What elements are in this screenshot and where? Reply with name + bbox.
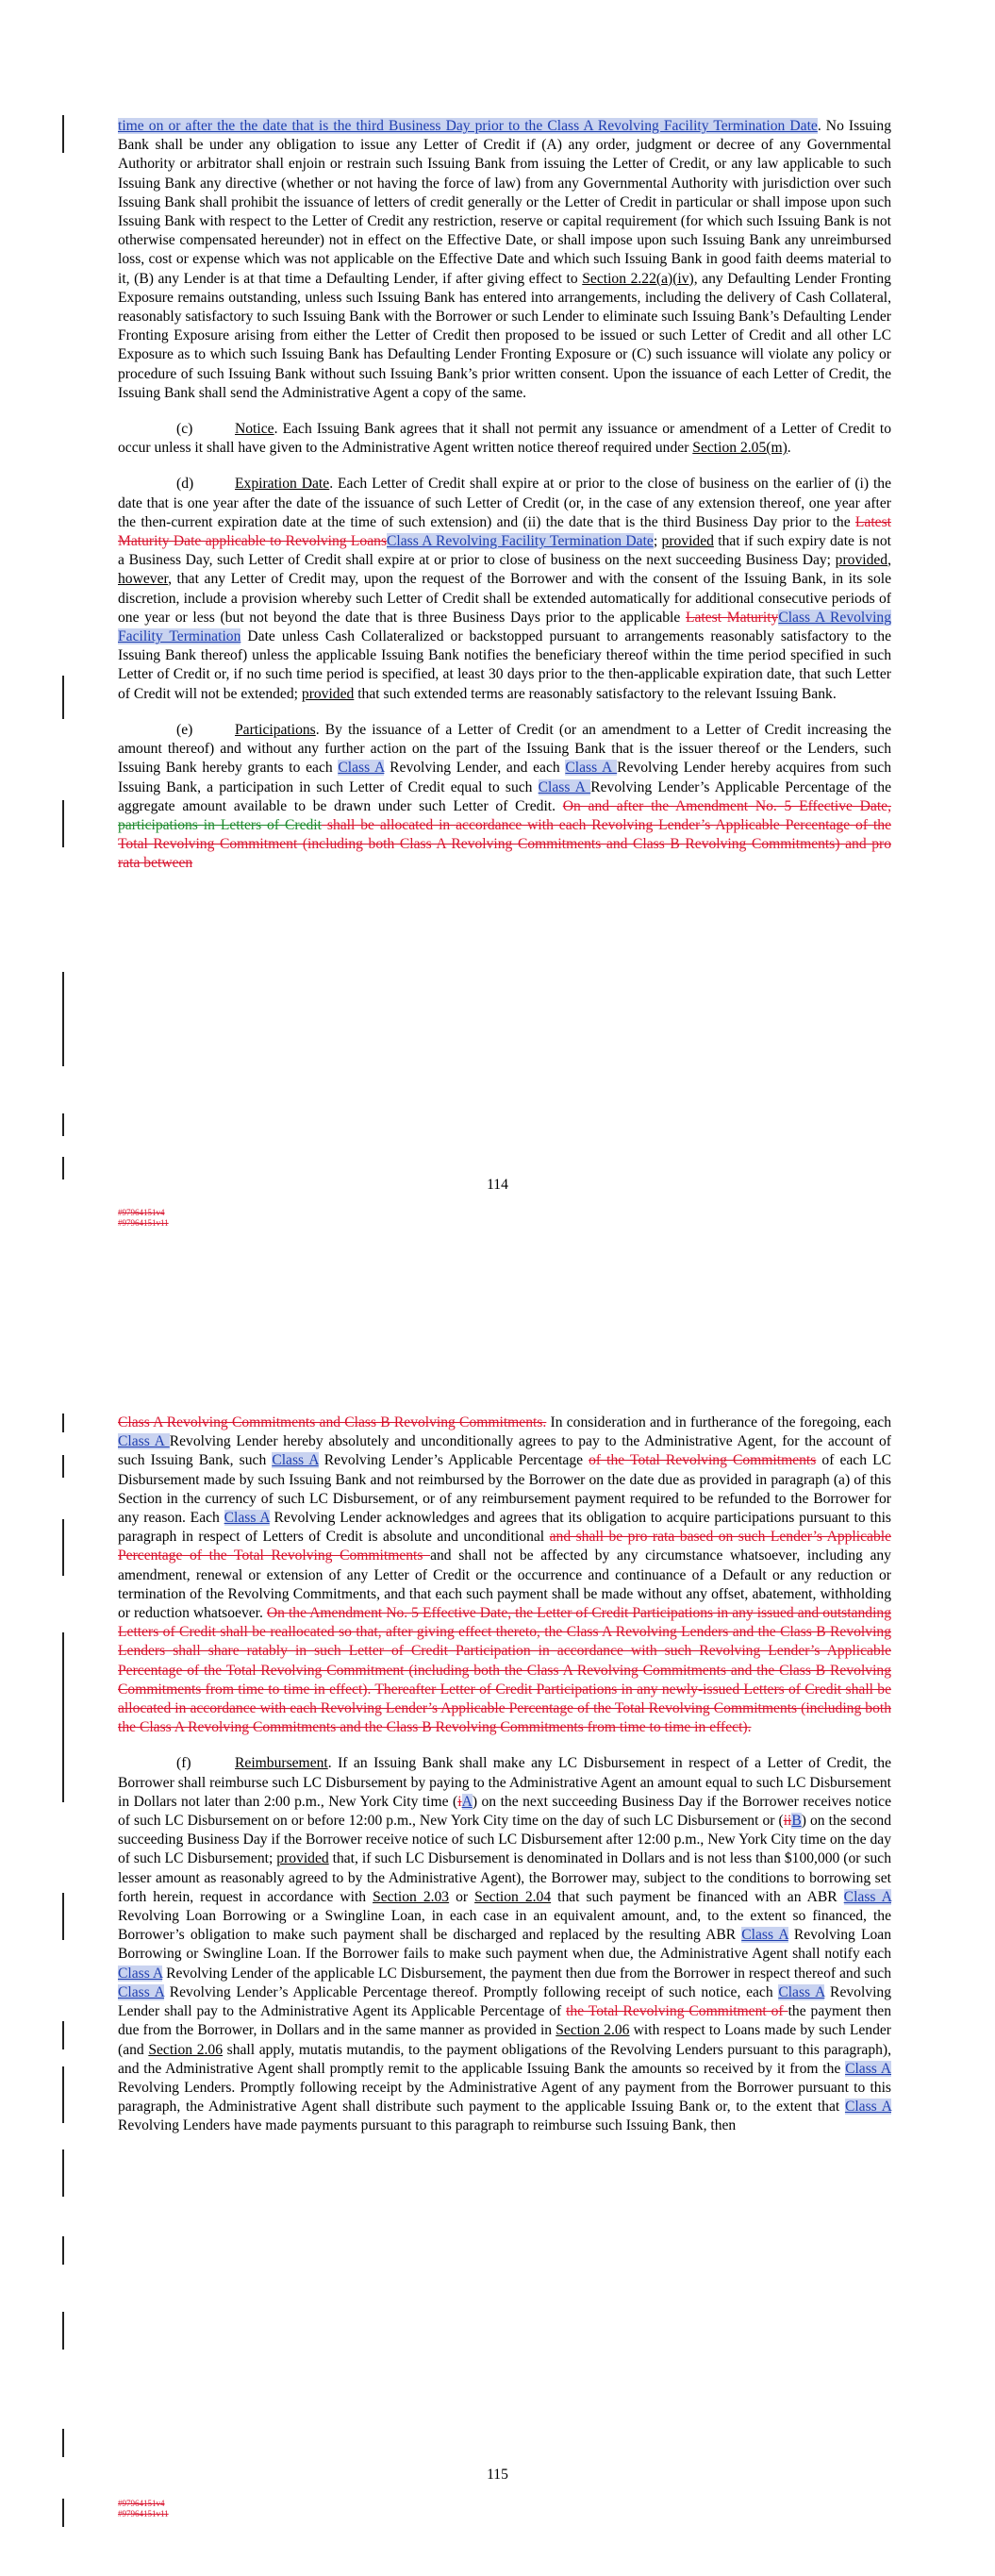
change-bar [62,2149,64,2197]
body-text: . Each Letter of Credit shall expire at or prior to the close of business on the earlier of (i) the date that is one year after the date of the issuance of such Letter of Credit (or, in the case of any extension thereof, one year after the then-current expiration date at the time of such extension) and (ii) the date that is the third Business Day prior to the [118,476,891,530]
change-bar [62,1519,64,1576]
paragraph-number: (d) [176,476,194,493]
change-bar [62,2066,64,2123]
change-bar [62,1893,64,1940]
inserted-text: Class A Revolving Facility Termination Date [387,533,654,550]
body-text: Revolving Lender shall pay to the Administrative Agent its Applicable Percentage of [118,1983,892,2020]
change-bar [62,2499,64,2527]
deleted-text: Latest Maturity [685,609,779,626]
body-text: . No Issuing Bank shall be under any obligation to issue any Letter of Credit if (A) any order, judgment or decree of any Governmental Authority or arbitrator shall enjoin or restrain such Issuing Bank from issuing the Letter of Credit, or any law applicable to such Issuing Bank any directive (whether or not having the force of law) from any Governmental Authority with jurisdiction over such Issuing Bank shall prohibit the issuance of letters of credit generally or the Letter of Credit in particular or shall impose upon such Issuing Bank with respect to the Letter of Credit any restriction, reserve or capital requirement (for which such Issuing Bank is not otherwise compensated hereunder) not in effect on the Effective Date, or shall impose upon such Issuing Bank any unreimbursed loss, cost or expense which was not applicable on the Effective Date and which such Issuing Bank in good faith deems material to it, (B) any Lender is at that time a Defaulting Lender, if after giving effect to [118,118,891,287]
page-number: 114 [487,1177,508,1193]
deleted-text: On and after the Amendment No. 5 Effective Date, [562,797,891,814]
inserted-text: Class A Revolving Facility Termination [118,609,891,645]
inserted-text: Class A [565,760,618,777]
body-text: Revolving Lender hereby absolutely and unconditionally agrees to pay to the Administrative Agent, for the account of such Issuing Bank, such [118,1433,891,1469]
inserted-text: Class A [778,1983,825,2000]
paragraph-b-continued [118,117,891,403]
page-number: 115 [487,2467,508,2483]
body-text: Revolving Lenders. Promptly following receipt by the Administrative Agent of any payment from the Borrower pursuant to this paragraph, the Administrative Agent shall distribute such payment to the applicable Issuing Bank or, to the extent that [118,2079,891,2116]
change-bar [62,972,64,1066]
inserted-text: time on or after the the date that is the third Business Day prior to the Class A Revolving Facility Termination Date [118,118,818,134]
document-id-old: #97964151v4 [118,2499,165,2508]
change-bar [62,2429,64,2457]
deleted-text: i [457,1793,462,1810]
body-text: of each LC Disbursement made by such Issuing Bank and not reimbursed by the Borrower on the date due as provided in paragraph (a) of this Section in the currency of such LC Disbursement, or of any reimbursement payment required to be refunded to the Borrower for any reason. Each [118,1452,892,1527]
change-bar [62,2236,64,2265]
inserted-text: Class A [844,2099,891,2116]
paragraph-heading: Notice [235,421,274,438]
paragraph-number: (c) [176,421,193,438]
document-id-new: #97964151v11 [118,2509,169,2518]
body-text: Revolving Lender, and each [384,760,566,777]
body-text: ; [653,533,662,550]
body-text: or [449,1888,475,1905]
section-reference: Section 2.06 [148,2041,224,2058]
document-id-new: #97964151v11 [118,1218,169,1228]
inserted-text: Class A [741,1927,788,1944]
moved-text: participations in Letters of Credit [118,816,322,833]
inserted-text: B [791,1813,802,1830]
body-text: that if such expiry date is not a Business Day, such Letter of Credit shall expire at or prior to close of business on the next succeeding Business Day; [118,533,891,569]
inserted-text: Class A [538,778,591,795]
paragraph-f-reimbursement [118,1754,891,2135]
body-text: Revolving Lender hereby acquires from such Issuing Bank, a participation in such Letter of Credit equal to such [118,760,892,795]
body-text: Revolving Lender’s Applicable Percentage of the aggregate amount available to be drawn under such Letter of Credit. [118,778,891,814]
paragraph-number: (e) [176,721,193,738]
body-text: Date unless Cash Collateralized or backstopped pursuant to arrangements reasonably satisfactory to the Issuing Bank thereof) unless the applicable Issuing Bank notifies the beneficiary thereof within the time period specified in such Letter of Credit or, if no such time period is specified, at least 30 days prior to the then-applicable expiration date, that such Letter of Credit will not be extended; [118,628,892,702]
change-bar [62,115,64,153]
section-reference: Section 2.22(a)(iv) [582,270,694,287]
body-text: ) on the next succeeding Business Day if the Borrower receives notice of such LC Disbursement on or before 12:00 p.m., New York City time on the day of such LC Disbursement or ( [118,1793,891,1830]
body-text: , that any Letter of Credit may, upon the request of the Borrower and with the consent of the Issuing Bank, in its sole discretion, include a provision whereby such Letter of Credit shall be extended automatically for additional consecutive periods of one year or less (but not beyond the date that is three Business Days prior to the applicable [118,571,891,626]
body-text: , any Defaulting Lender Fronting Exposure remains outstanding, unless such Issuing Bank has entered into arrangements, including the delivery of Cash Collateral, reasonably satisfactory to such Issuing Bank with the Borrower or such Lender to eliminate such Issuing Bank’s Defaulting Lender Fronting Exposure arising from either the Letter of Credit then proposed to be issued or such Letter of Credit and all other LC Exposure as to which such Issuing Bank has Defaulting Lender Fronting Exposure or (C) such issuance will violate any policy or procedure of such Issuing Bank without such Issuing Bank’s prior written consent. Upon the issuance of each Letter of Credit, the Issuing Bank shall send the Administrative Agent a copy of the same. [118,270,891,401]
body-text: with respect to Loans made by such Lender (and [118,2022,891,2058]
inserted-text: A [461,1793,473,1810]
body-text: Revolving Lender’s Applicable Percentage thereof. Promptly following receipt of such notice, each [164,1983,779,2000]
document-page-115 [0,1349,995,2576]
paragraph-e-continued [118,1413,891,1737]
change-bar [62,676,64,719]
body-text: that such extended terms are reasonably satisfactory to the relevant Issuing Bank. [354,685,837,702]
deleted-text: and shall be pro rata based on such Lender’s Applicable Percentage of the Total Revolving Commitments [118,1529,891,1564]
inserted-text: Class A [118,1965,163,1982]
paragraph-d-expiration-date [118,475,891,703]
body-text: In consideration and in furtherance of the foregoing, each [546,1414,891,1430]
document-id-footer [118,2499,169,2519]
body-text: Revolving Loan Borrowing or Swingline Loan. If the Borrower fails to make such payment when due, the Administrative Agent shall notify each [118,1927,892,1963]
change-bar [62,1413,64,1432]
paragraph-heading: Participations [235,721,316,738]
body-text: . Each Issuing Bank agrees that it shall not permit any issuance or amendment of a Letter of Credit to occur unless it shall have given to the Administrative Agent written notice thereof required under [118,421,891,457]
deleted-text: Latest Maturity Date applicable to Revolving Loans [118,513,891,550]
section-reference: Section 2.03 [373,1888,450,1905]
body-text: shall apply, mutatis mutandis, to the payment obligations of the Revolving Lenders pursuant to this paragraph), and the Administrative Agent shall promptly remit to the applicable Issuing Bank the amounts so received by it from the [118,2041,892,2077]
document-id-old: #97964151v4 [118,1208,165,1217]
defined-term: provided [661,533,714,550]
defined-term: however [118,571,169,588]
defined-term: provided [301,685,355,702]
inserted-text: Class A [843,1888,891,1905]
inserted-text: Class A [272,1452,319,1469]
paragraph-number: (f) [176,1755,191,1772]
deleted-text: ii [783,1813,792,1830]
deleted-text: the Total Revolving Commitment of [566,2003,788,2020]
change-bar [62,800,64,847]
inserted-text: Class A [338,760,385,777]
change-bar [62,1113,64,1136]
section-reference: Section 2.06 [556,2022,630,2039]
page-115-body [118,1413,891,2153]
body-text: Revolving Lender of the applicable LC Disbursement, the payment then due from the Borrower in respect thereof and such [162,1965,892,1982]
change-bar [62,2312,64,2350]
defined-term: provided [835,552,888,569]
deleted-text: shall be allocated in accordance with each Revolving Lender’s Applicable Percentage of the Total Revolving Commitment (including both Class A Revolving Commitments and Class B Revolving Commitments) and pro rata between [118,816,891,872]
body-text: Revolving Loan Borrowing or a Swingline Loan, in each case in an equivalent amount, and, to the extent so financed, the Borrower’s obligation to make such payment shall be discharged and replaced by the resulting ABR [118,1908,891,1944]
body-text: that such payment be financed with an ABR [551,1888,844,1905]
change-bar [62,2021,64,2049]
body-text: , [887,552,891,569]
paragraph-e-participations [118,721,891,874]
paragraph-c-notice [118,420,891,458]
document-id-footer [118,1208,169,1229]
body-text: Revolving Lender’s Applicable Percentage [318,1452,589,1469]
section-reference: Section 2.04 [474,1888,552,1905]
paragraph-heading: Expiration Date [235,476,330,493]
body-text: ) on the second succeeding Business Day if the Borrower receive notice of such LC Disbursement after 12:00 p.m., New York City time on the day of such LC Disbursement; [118,1813,891,1867]
section-reference: Section 2.05(m) [692,440,788,457]
change-bar [62,1632,64,1802]
body-text: that, if such LC Disbursement is denominated in Dollars and is not less than $100,000 (or such lesser amount as reasonably agreed to by the Administrative Agent), the Borrower may, subject to the conditions to borrowing set forth herein, request in accordance with [118,1850,892,1905]
body-text: . [787,440,791,457]
deleted-text: Class A Revolving Commitments and Class B Revolving Commitments. [118,1414,547,1430]
inserted-text: Class A [118,1983,165,2000]
inserted-text: Class A [224,1510,270,1527]
inserted-text: Class A [118,1433,170,1450]
body-text: Revolving Lenders have made payments pursuant to this paragraph to reimburse such Issuing Bank, then [118,2117,737,2134]
body-text: the payment then due from the Borrower, in Dollars and in the same manner as provided in [118,2003,892,2039]
body-text: . By the issuance of a Letter of Credit (or an amendment to a Letter of Credit increasing the amount thereof) and without any further action on the part of the Issuing Bank that is the issuer thereof or the Lenders, such Issuing Bank hereby grants to each [118,721,891,777]
body-text: Revolving Lender acknowledges and agrees that its obligation to acquire participations pursuant to this paragraph in respect of Letters of Credit is absolute and unconditional [118,1510,891,1546]
change-bar [62,1455,64,1478]
deleted-text: of the Total Revolving Commitments [589,1452,817,1469]
body-text: and shall not be affected by any circumstance whatsoever, including any amendment, renewal or extension of any Letter of Credit or the occurrence and continuance of a Default or any reduction or termination of the Revolving Commitments, and that each such payment shall be made without any offset, abatement, withholding or reduction whatsoever. [118,1547,891,1622]
inserted-text: Class A [845,2060,891,2077]
page-114-body [118,117,891,891]
paragraph-heading: Reimbursement [235,1755,328,1772]
body-text: . If an Issuing Bank shall make any LC Disbursement in respect of a Letter of Credit, the Borrower shall reimburse such LC Disbursement by paying to the Administrative Agent an amount equal to such LC Disbursement in Dollars not later than 2:00 p.m., New York City time ( [118,1755,891,1810]
deleted-text: On the Amendment No. 5 Effective Date, the Letter of Credit Participations in any issued and outstanding Letters of Credit shall be reallocated so that, after giving effect thereto, the Class A Revolving Lenders and the Class B Revolving Lenders shall share ratably in such Letter of Credit Participation in accordance with such Revolving Lender’s Applicable Percentage of the Total Revolving Commitment (including both the Class A Revolving Commitments and the Class B Revolving Commitments from time to time in effect). Thereafter Letter of Credit Participations in any newly-issued Letters of Credit shall be allocated in accordance with each Revolving Lender’s Applicable Percentage of the Total Revolving Commitments (including both the Class A Revolving Commitments and the Class B Revolving Commitments from time to time in effect). [118,1605,891,1736]
defined-term: provided [276,1850,329,1867]
